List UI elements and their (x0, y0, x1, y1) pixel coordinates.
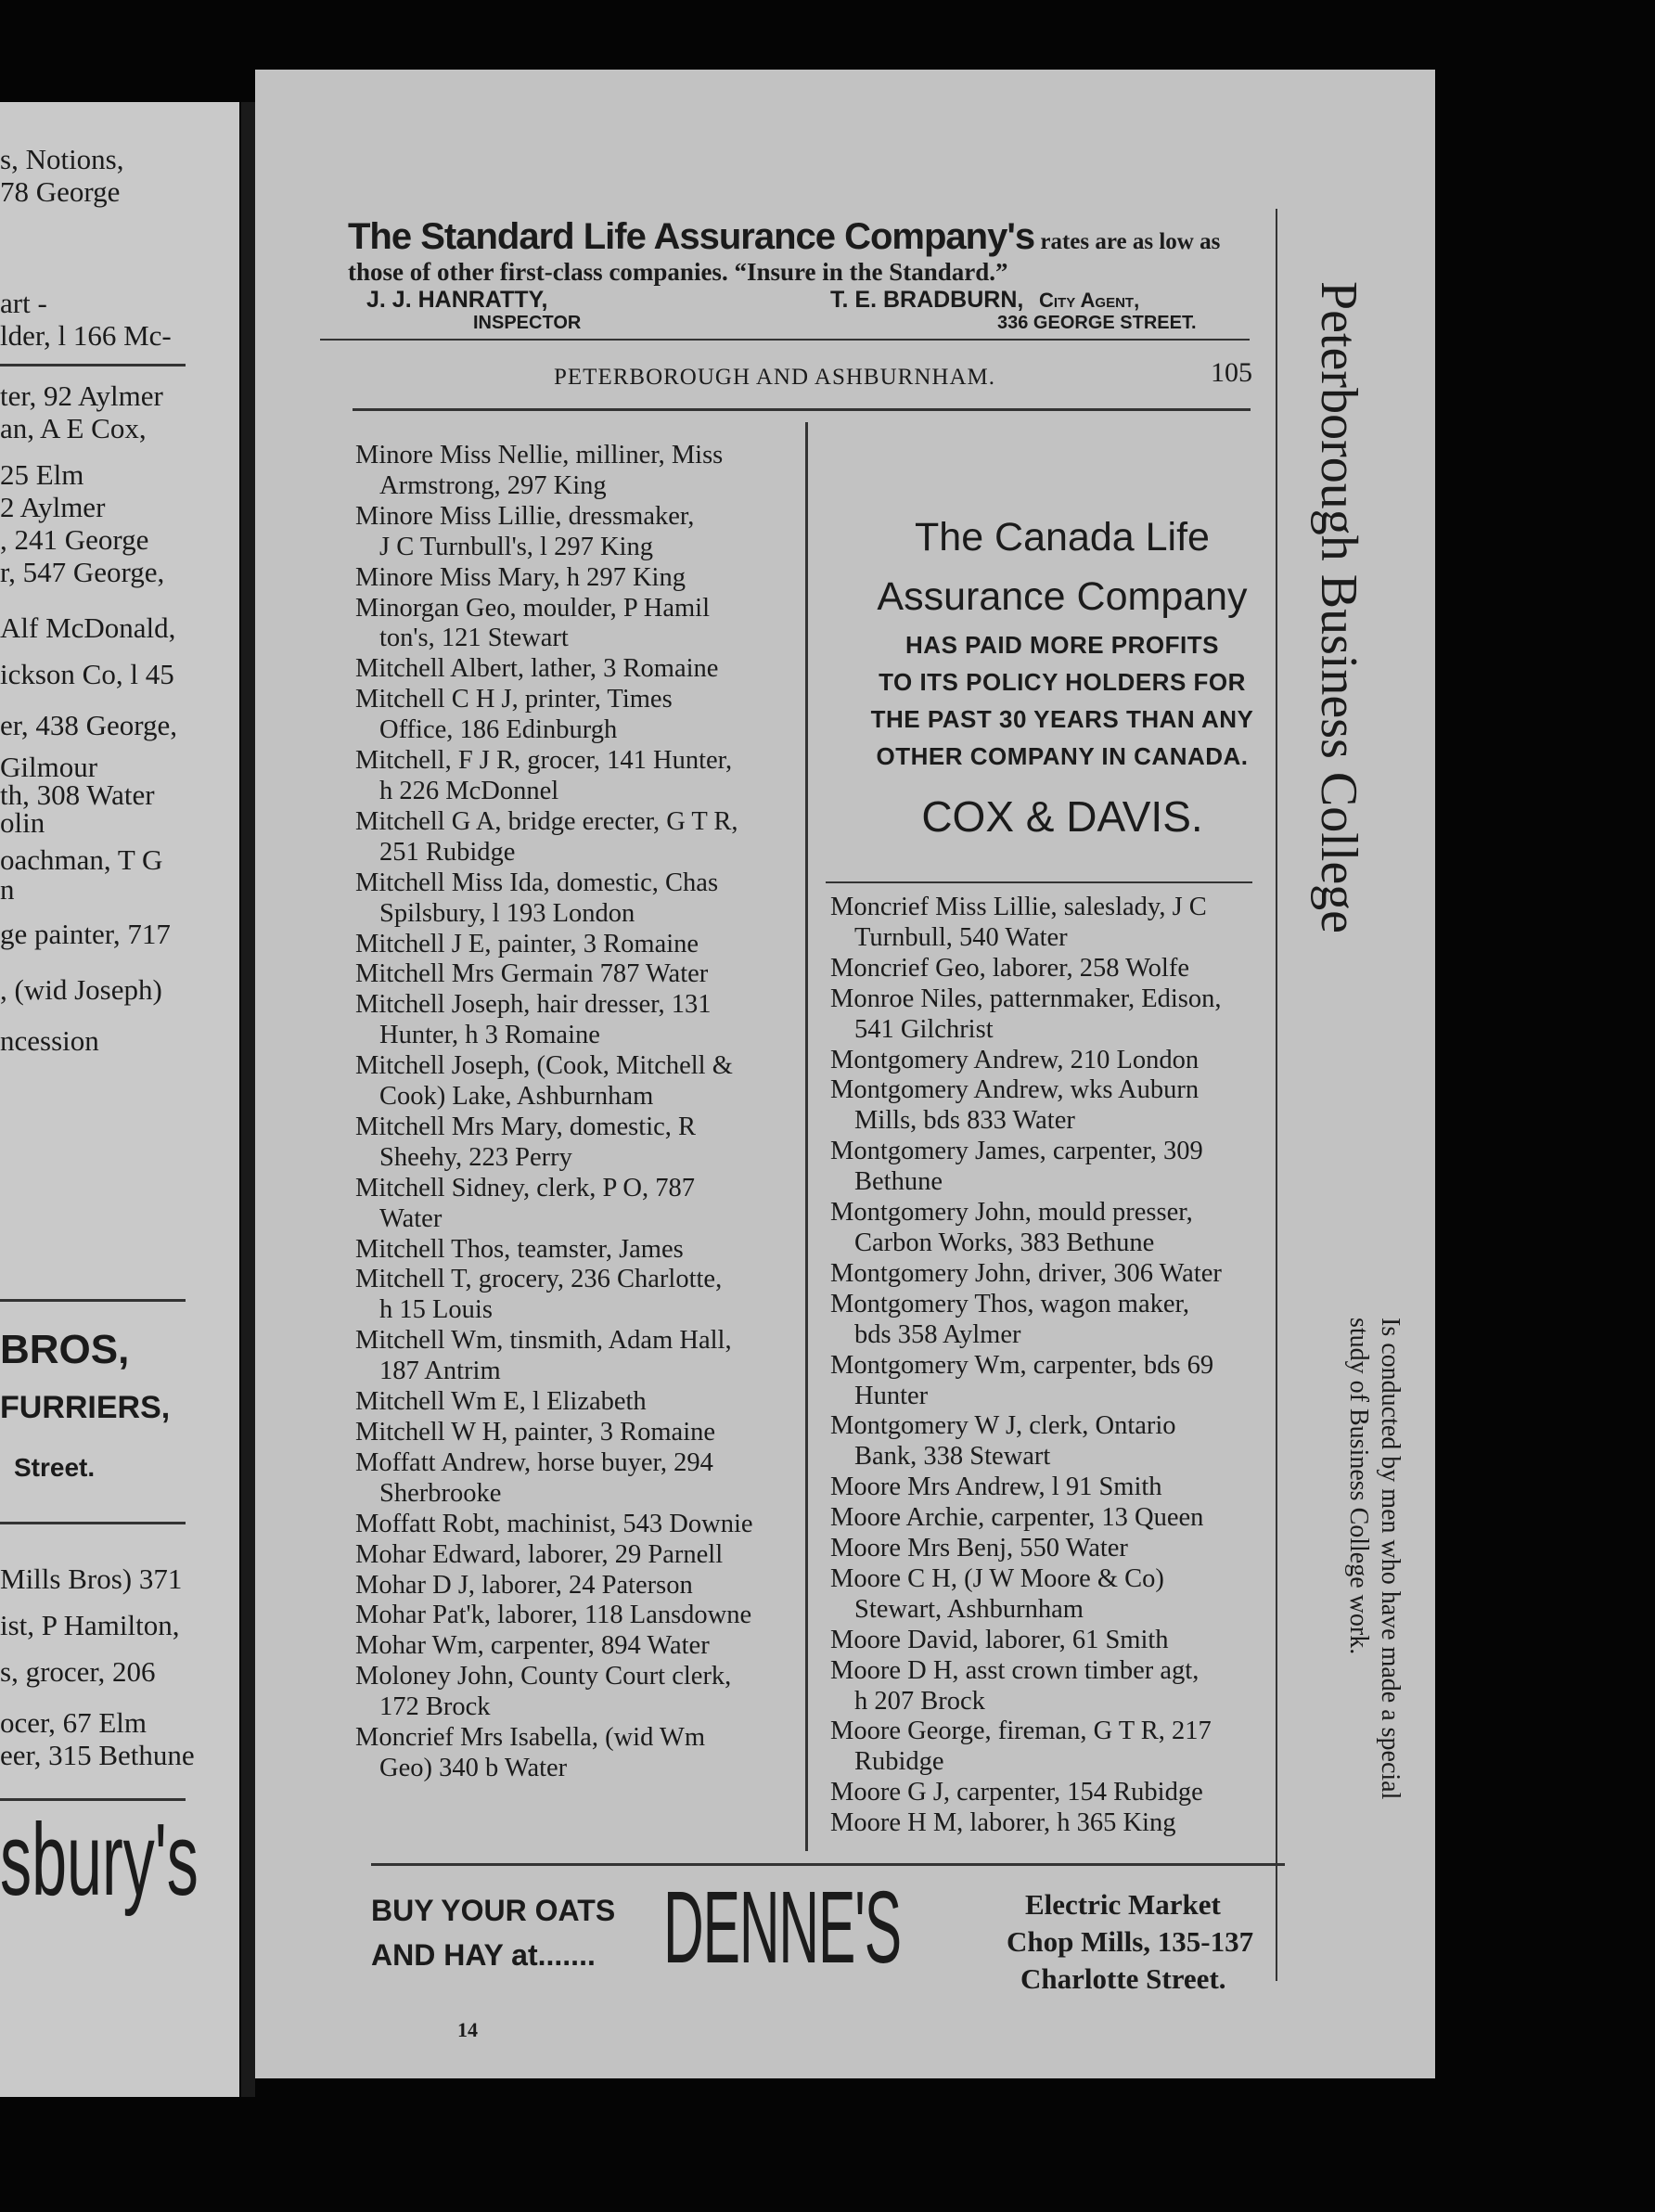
directory-entry (355, 1418, 791, 1448)
directory-entry (355, 1326, 791, 1387)
facing-page-line: oachman, T G (0, 843, 163, 876)
directory-entry (355, 868, 791, 930)
entry-line: Montgomery John, mould presser, (830, 1198, 1193, 1228)
directory-entry (355, 746, 791, 807)
directory-entry (355, 441, 791, 502)
entry-continuation: Geo) 340 b Water (379, 1753, 568, 1782)
facing-page-line: an, A E Cox, (0, 412, 147, 444)
directory-entry (355, 1265, 791, 1326)
entry-line: Montgomery John, driver, 306 Water (830, 1258, 1222, 1288)
facing-page-street: Street. (14, 1453, 96, 1482)
business-college-sub1: Is conducted by men who have made a special (1376, 1318, 1405, 1800)
entry-line: Mitchell Wm, tinsmith, Adam Hall, (355, 1326, 732, 1356)
facing-page-line: er, 438 George, (0, 709, 178, 741)
canada-life-line1: The Canada Life (915, 515, 1210, 559)
directory-entry (355, 1051, 791, 1112)
facing-page-line: Mills Bros) 371 (0, 1563, 183, 1595)
canada-life-body2: TO ITS POLICY HOLDERS FOR (879, 668, 1246, 696)
entry-line: Moore G J, carpenter, 154 Rubidge (830, 1778, 1203, 1807)
head-rule (353, 408, 1251, 411)
facing-page-line: n (0, 873, 15, 906)
entry-line: Monroe Niles, patternmaker, Edison, (830, 984, 1222, 1013)
entry-line: Mohar Wm, carpenter, 894 Water (355, 1631, 710, 1661)
entry-line: Moore George, fireman, G T R, 217 (830, 1717, 1212, 1746)
entry-line: Mitchell Mrs Mary, domestic, R (355, 1112, 697, 1141)
directory-entry (830, 1075, 1276, 1137)
entry-continuation: Rubidge (854, 1747, 944, 1777)
entry-line: Montgomery James, carpenter, 309 (830, 1137, 1203, 1166)
entry-line: Mitchell Sidney, clerk, P O, 787 (355, 1173, 695, 1202)
entry-continuation: h 207 Brock (854, 1686, 985, 1716)
directory-entry (830, 984, 1276, 1046)
side-ad-rule (1276, 209, 1277, 1981)
entry-line: Mohar Pat'k, laborer, 118 Lansdowne (355, 1601, 752, 1630)
ad-rule (826, 881, 1252, 883)
book-gutter (241, 102, 255, 2097)
canada-life-body1: HAS PAID MORE PROFITS (905, 631, 1219, 659)
entry-continuation: Office, 186 Edinburgh (379, 715, 618, 745)
facing-page-line: Alf McDonald, (0, 611, 176, 644)
facing-page-line: ickson Co, l 45 (0, 658, 174, 690)
entry-line: Moore H M, laborer, h 365 King (830, 1808, 1176, 1838)
directory-entry (830, 1503, 1276, 1534)
directory-entry (830, 1473, 1276, 1503)
entry-continuation: Mills, bds 833 Water (854, 1106, 1075, 1136)
directory-entry (355, 990, 791, 1051)
entry-continuation: Sheehy, 223 Perry (379, 1142, 572, 1172)
canada-life-body4: OTHER COMPANY IN CANADA. (876, 742, 1249, 770)
directory-entry (830, 1656, 1276, 1717)
directory-entry (355, 1723, 791, 1784)
entry-line: Mitchell W H, painter, 3 Romaine (355, 1418, 716, 1447)
facing-page-line: s, grocer, 206 (0, 1655, 156, 1688)
entry-line: Moore Mrs Andrew, l 91 Smith (830, 1473, 1162, 1502)
column-divider (805, 422, 808, 1851)
directory-entry (830, 1198, 1276, 1259)
right-column (830, 893, 1276, 1839)
facing-page-line: s, Notions, (0, 143, 124, 175)
entry-line: Mitchell J E, painter, 3 Romaine (355, 929, 699, 958)
directory-entry (355, 807, 791, 868)
entry-line: Mitchell Joseph, (Cook, Mitchell & (355, 1051, 733, 1081)
bottom-rule (371, 1863, 1285, 1866)
agent-title: City Agent, (1039, 289, 1140, 312)
facing-page (0, 102, 239, 2097)
entry-line: Mohar D J, laborer, 24 Paterson (355, 1570, 693, 1600)
dennes-ad-left1: BUY YOUR OATS (371, 1894, 616, 1927)
facing-page-line: , (wid Joseph) (0, 973, 162, 1006)
facing-page-line: art - (0, 287, 47, 319)
directory-entry (830, 1808, 1276, 1839)
standard-life-tagline: those of other first-class companies. “Insure in the Standard.” (348, 258, 1008, 286)
directory-entry (830, 1411, 1276, 1473)
directory-entry (355, 502, 791, 563)
dennes-name: DENNE'S (663, 1871, 901, 1985)
entry-line: Moffatt Robt, machinist, 543 Downie (355, 1509, 753, 1538)
page-number: 105 (1211, 357, 1252, 388)
directory-entry (830, 1564, 1276, 1626)
entry-line: Mohar Edward, laborer, 29 Parnell (355, 1539, 724, 1569)
entry-continuation: Bank, 338 Stewart (854, 1442, 1051, 1472)
directory-entry (830, 954, 1276, 984)
directory-entry (830, 1046, 1276, 1076)
entry-continuation: J C Turnbull's, l 297 King (379, 532, 653, 561)
directory-entry (355, 563, 791, 594)
left-column (355, 441, 791, 1784)
facing-page-rule (0, 364, 186, 367)
directory-entry (355, 1387, 791, 1418)
entry-line: Mitchell T, grocery, 236 Charlotte, (355, 1265, 723, 1294)
entry-line: Montgomery Andrew, wks Auburn (830, 1075, 1200, 1105)
business-college-subtitle (1342, 1318, 1405, 1799)
entry-line: Mitchell Wm E, l Elizabeth (355, 1387, 647, 1417)
directory-entry (830, 1351, 1276, 1412)
entry-line: Moncrief Geo, laborer, 258 Wolfe (830, 953, 1189, 983)
entry-line: Moncrief Miss Lillie, saleslady, J C (830, 893, 1207, 921)
facing-page-line: eer, 315 Bethune (0, 1739, 195, 1771)
canada-life-body3: THE PAST 30 YEARS THAN ANY (870, 705, 1254, 733)
directory-entry (830, 1626, 1276, 1656)
standard-life-ad (348, 216, 1276, 339)
facing-page-line: ncession (0, 1024, 99, 1057)
canada-life-agents: COX & DAVIS. (921, 792, 1203, 841)
facing-page-rule (0, 1798, 186, 1801)
inspector-title: INSPECTOR (473, 313, 582, 333)
signature-mark: 14 (457, 2018, 478, 2041)
entry-line: Mitchell, F J R, grocer, 141 Hunter, (355, 746, 733, 776)
entry-line: Moloney John, County Court clerk, (355, 1662, 732, 1691)
facing-page-sbury: sbury's (0, 1803, 199, 1917)
entry-continuation: Carbon Works, 383 Bethune (854, 1228, 1155, 1257)
entry-line: Mitchell C H J, printer, Times (355, 685, 673, 714)
business-college-sub2: study of Business College work. (1344, 1318, 1373, 1655)
entry-continuation: Stewart, Ashburnham (854, 1594, 1084, 1624)
entry-continuation: Sherbrooke (379, 1478, 502, 1508)
entry-line: Moore D H, asst crown timber agt, (830, 1655, 1200, 1685)
directory-entry (830, 1259, 1276, 1290)
directory-entry (355, 1662, 791, 1723)
entry-line: Mitchell Joseph, hair dresser, 131 (355, 990, 712, 1020)
facing-page-line: 25 Elm (0, 458, 84, 491)
entry-line: Minore Miss Nellie, milliner, Miss (355, 441, 724, 469)
directory-page (255, 70, 1435, 2078)
directory-entry (355, 1540, 791, 1571)
directory-entry (830, 1137, 1276, 1198)
entry-continuation: Cook) Lake, Ashburnham (379, 1082, 654, 1112)
directory-entry (355, 1631, 791, 1662)
directory-entry (355, 1510, 791, 1540)
facing-page-line: r, 547 George, (0, 556, 165, 588)
facing-page-rule (0, 1522, 186, 1524)
entry-line: Moncrief Mrs Isabella, (wid Wm (355, 1723, 705, 1753)
entry-line: Mitchell Miss Ida, domestic, Chas (355, 868, 719, 897)
dennes-ad (371, 1871, 1392, 1995)
directory-entry (355, 959, 791, 990)
facing-page-line: Gilmour (0, 751, 98, 783)
dennes-ad-left2: AND HAY at....... (371, 1938, 596, 1972)
standard-life-rates: rates are as low as (1034, 229, 1221, 254)
directory-entry (830, 1717, 1276, 1778)
directory-entry (830, 1778, 1276, 1808)
entry-continuation: Spilsbury, l 193 London (379, 898, 635, 928)
entry-line: Mitchell Mrs Germain 787 Water (355, 959, 709, 989)
canada-life-line2: Assurance Company (877, 574, 1248, 619)
directory-entry (355, 1235, 791, 1266)
entry-line: Mitchell Thos, teamster, James (355, 1234, 684, 1264)
dennes-ad-right3: Charlotte Street. (1020, 1962, 1226, 1995)
directory-entry (355, 685, 791, 746)
facing-page-line: ter, 92 Aylmer (0, 379, 163, 412)
directory-entry (355, 1448, 791, 1510)
directory-entry (830, 893, 1276, 954)
canada-life-ad (812, 508, 1313, 842)
entry-line: Montgomery W J, clerk, Ontario (830, 1411, 1176, 1441)
directory-entry (355, 654, 791, 685)
facing-page-line: 2 Aylmer (0, 491, 106, 523)
facing-page-line: olin (0, 806, 45, 839)
directory-entry (355, 594, 791, 655)
directory-entry (355, 930, 791, 960)
directory-entry (355, 1601, 791, 1631)
facing-page-bros: BROS, (0, 1327, 130, 1372)
entry-continuation: ton's, 121 Stewart (379, 624, 569, 653)
directory-entry (830, 1290, 1276, 1351)
entry-continuation: Bethune (854, 1167, 943, 1197)
dennes-ad-right2: Chop Mills, 135-137 (1007, 1925, 1254, 1958)
entry-line: Minore Miss Lillie, dressmaker, (355, 501, 695, 531)
facing-page-line: , 241 George (0, 523, 149, 556)
entry-continuation: Hunter, h 3 Romaine (379, 1021, 600, 1050)
entry-line: Mitchell G A, bridge erecter, G T R, (355, 806, 738, 836)
entry-line: Moffatt Andrew, horse buyer, 294 (355, 1447, 713, 1477)
agent-address: 336 GEORGE STREET. (997, 313, 1197, 333)
entry-line: Moore Mrs Benj, 550 Water (830, 1534, 1128, 1563)
facing-page-rule (0, 1299, 186, 1302)
directory-entry (355, 1174, 791, 1235)
facing-page-line: lder, l 166 Mc- (0, 319, 172, 352)
ad-rule (320, 339, 1250, 341)
directory-entry (355, 1112, 791, 1174)
directory-entry (355, 1571, 791, 1601)
business-college-title: Peterborough Business College (1310, 281, 1367, 934)
dennes-ad-right1: Electric Market (1025, 1888, 1221, 1921)
inspector-name: J. J. HANRATTY, (366, 287, 548, 313)
entry-line: Montgomery Andrew, 210 London (830, 1045, 1200, 1074)
entry-line: Moore Archie, carpenter, 13 Queen (830, 1503, 1204, 1533)
entry-continuation: 187 Antrim (379, 1357, 501, 1386)
entry-line: Montgomery Thos, wagon maker, (830, 1289, 1189, 1318)
facing-page-line: ist, P Hamilton, (0, 1609, 180, 1641)
entry-continuation: 541 Gilchrist (854, 1014, 994, 1044)
entry-continuation: Water (379, 1203, 443, 1233)
entry-continuation: 251 Rubidge (379, 837, 516, 867)
running-head: PETERBOROUGH AND ASHBURNHAM. (554, 365, 995, 390)
entry-continuation: h 226 McDonnel (379, 776, 559, 805)
entry-line: Moore David, laborer, 61 Smith (830, 1625, 1169, 1654)
entry-continuation: bds 358 Aylmer (854, 1319, 1021, 1349)
facing-page-line: th, 308 Water (0, 778, 155, 811)
entry-line: Minore Miss Mary, h 297 King (355, 562, 686, 592)
entry-line: Mitchell Albert, lather, 3 Romaine (355, 654, 719, 684)
facing-page-furriers: FURRIERS, (0, 1390, 171, 1425)
entry-continuation: Armstrong, 297 King (379, 470, 607, 500)
facing-page-line: 78 George (0, 175, 121, 208)
entry-continuation: 172 Brock (379, 1692, 491, 1722)
entry-line: Minorgan Geo, moulder, P Hamil (355, 593, 710, 623)
directory-entry (830, 1534, 1276, 1564)
entry-line: Moore C H, (J W Moore & Co) (830, 1563, 1164, 1593)
standard-life-brand: The Standard Life Assurance Company's (348, 216, 1035, 257)
dennes-ad-right (1007, 1886, 1253, 1998)
agent-name: T. E. BRADBURN, (830, 287, 1024, 313)
facing-page-line: ocer, 67 Elm (0, 1706, 148, 1739)
entry-continuation: Turnbull, 540 Water (854, 922, 1068, 952)
entry-line: Montgomery Wm, carpenter, bds 69 (830, 1350, 1214, 1380)
entry-continuation: h 15 Louis (379, 1295, 493, 1325)
entry-continuation: Hunter (854, 1381, 929, 1410)
facing-page-line: ge painter, 717 (0, 918, 171, 950)
